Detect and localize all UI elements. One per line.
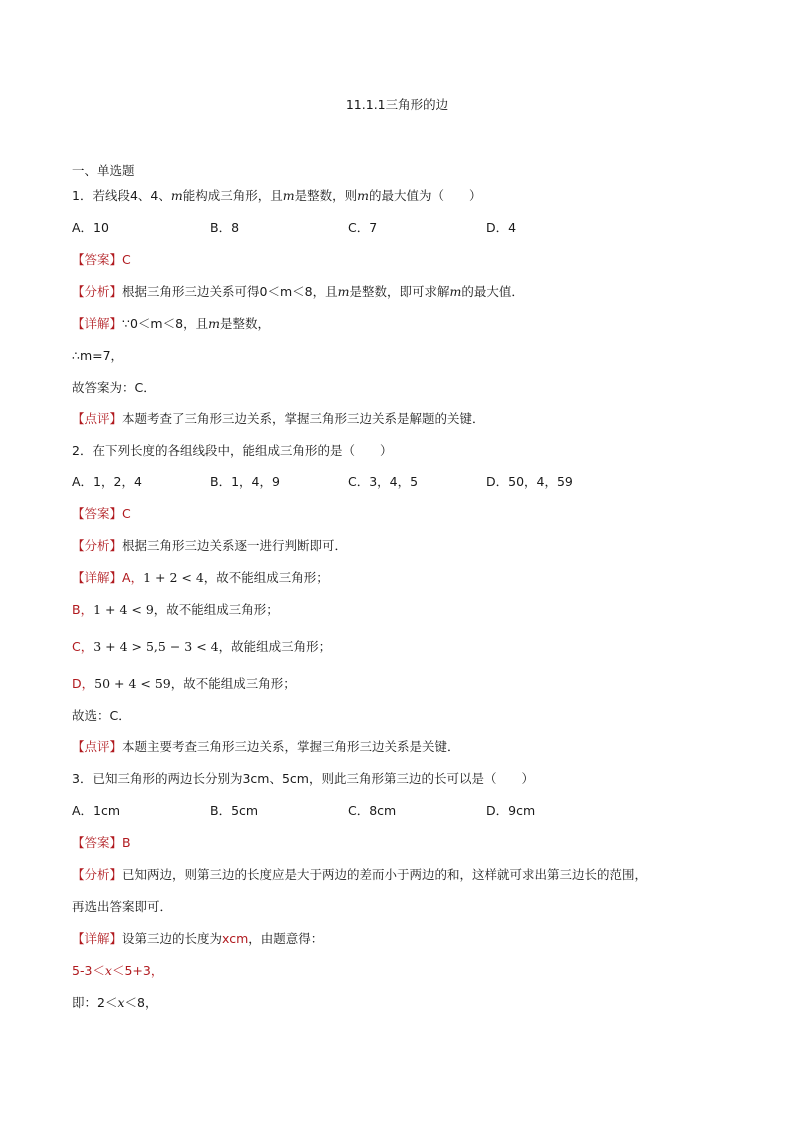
- q1-var-m: m: [170, 188, 183, 203]
- detail-text: ∵: [122, 316, 130, 331]
- page-title: 11.1.1三角形的边: [345, 97, 449, 112]
- analysis-text: ，且: [312, 284, 338, 299]
- option-label: B，: [72, 602, 94, 617]
- analysis-range: 0＜m＜8: [259, 284, 313, 299]
- q2-answer: [72, 506, 131, 522]
- q1-stem-end: 的最大值为（ ）: [368, 188, 482, 203]
- q2-analysis: [72, 538, 347, 554]
- inequality: 1 + 4 < 9: [93, 602, 154, 617]
- analysis-text: 根据三角形三边关系可得: [122, 284, 260, 299]
- q3-analysis-cont: 再选出答案即可．: [72, 899, 173, 914]
- detail-text: ，故不能组成三角形；: [170, 676, 296, 691]
- q3-var-x: x: [104, 963, 112, 978]
- comment-tag: 【点评】: [72, 411, 123, 426]
- answer-tag: 【答案】: [72, 506, 123, 521]
- analysis-text: 已知两边，则第三边的长度应是大于两边的差而小于两边的和，这样就可求出第三边长的范围，: [122, 867, 648, 882]
- q1-option-b: B．8: [210, 220, 240, 235]
- q1-var-m: m: [357, 188, 369, 203]
- analysis-tag: 【分析】: [72, 538, 123, 553]
- q3-detail: [72, 931, 323, 947]
- section-heading: 一、单选题: [72, 163, 135, 178]
- comment-text: 本题考查了三角形三边关系，掌握三角形三边关系是解题的关键．: [122, 411, 485, 426]
- q1-var-m: m: [208, 316, 220, 331]
- option-label: C，: [72, 639, 94, 654]
- comment-tag: 【点评】: [72, 739, 123, 754]
- q2-detail-c: [72, 639, 331, 655]
- q1-stem-mid: 能构成三角形，且: [182, 188, 283, 203]
- q2-option-b: B．1，4，9: [210, 474, 280, 489]
- detail-text: ，故不能组成三角形；: [203, 570, 329, 585]
- q2-conclusion: 故选：C．: [72, 708, 131, 723]
- detail-tag: 【详解】: [72, 570, 123, 585]
- q2-option-a: A．1，2，4: [72, 474, 142, 489]
- option-label: A，: [122, 570, 144, 585]
- answer-value: C: [122, 506, 131, 521]
- analysis-text: 根据三角形三边关系逐一进行判断即可．: [122, 538, 348, 553]
- detail-text: 设第三边的长度为: [122, 931, 223, 946]
- q1-answer: [72, 252, 131, 268]
- answer-tag: 【答案】: [72, 252, 123, 267]
- detail-text: ，故能组成三角形；: [218, 639, 332, 654]
- q3-stem: 3．已知三角形的两边长分别为3cm、5cm，则此三角形第三边的长可以是（ ）: [72, 771, 534, 786]
- q2-detail-b: [72, 602, 279, 618]
- q3-inequality-1: [72, 963, 163, 979]
- q1-conclusion: 故答案为：C．: [72, 380, 156, 395]
- q3-var-x: xcm: [222, 931, 249, 946]
- q3-option-b: B．5cm: [210, 803, 259, 818]
- comment-text: 本题主要考查三角形三边关系，掌握三角形三边关系是关键．: [122, 739, 460, 754]
- detail-tag: 【详解】: [72, 931, 123, 946]
- q3-inequality-2: [72, 995, 157, 1011]
- analysis-text: 是整数，即可求解: [349, 284, 450, 299]
- q1-stem-mid2: 是整数，则: [294, 188, 358, 203]
- q2-option-d: D．50，4，59: [486, 474, 573, 489]
- answer-value: C: [122, 252, 131, 267]
- detail-range: 0＜m＜8: [129, 316, 184, 331]
- q1-var-m: m: [449, 284, 462, 299]
- q1-stem-pre: 1．若线段4、4、: [72, 188, 171, 203]
- option-label: D，: [72, 676, 95, 691]
- q3-option-c: C．8cm: [348, 803, 397, 818]
- answer-tag: 【答案】: [72, 835, 123, 850]
- q3-option-d: D．9cm: [486, 803, 536, 818]
- q1-option-d: D．4: [486, 220, 517, 235]
- q3-var-x: x: [117, 995, 125, 1010]
- q1-var-m: m: [282, 188, 295, 203]
- q2-option-c: C．3，4，5: [348, 474, 419, 489]
- inequality: 3 + 4 > 5,5 − 3 < 4: [93, 639, 219, 654]
- q3-analysis: [72, 867, 647, 883]
- q1-stem: [72, 188, 481, 204]
- ineq-text: 5-3＜: [72, 963, 105, 978]
- q2-comment: [72, 739, 460, 755]
- q1-analysis: [72, 284, 524, 300]
- q1-detail-line: ∴m=7，: [72, 348, 124, 363]
- q1-var-m: m: [337, 284, 350, 299]
- detail-text: 是整数，: [219, 316, 270, 331]
- detail-tag: 【详解】: [72, 316, 123, 331]
- q1-option-c: C．7: [348, 220, 378, 235]
- detail-text: ，由题意得：: [248, 931, 324, 946]
- q3-option-a: A．1cm: [72, 803, 121, 818]
- ineq-text: 即：2＜: [72, 995, 118, 1010]
- ineq-text: ＜8，: [124, 995, 158, 1010]
- q1-option-a: A．10: [72, 220, 109, 235]
- q2-detail-a: [72, 570, 329, 586]
- q1-detail: [72, 316, 270, 332]
- inequality: 50 + 4 < 59: [94, 676, 171, 691]
- inequality: 1 + 2 < 4: [143, 570, 204, 585]
- analysis-text: 的最大值．: [461, 284, 524, 299]
- detail-text: ，故不能组成三角形；: [153, 602, 279, 617]
- analysis-tag: 【分析】: [72, 284, 123, 299]
- ineq-text: ＜5+3，: [111, 963, 164, 978]
- q1-comment: [72, 411, 485, 427]
- q2-detail-d: [72, 676, 296, 692]
- q3-answer: [72, 835, 131, 851]
- analysis-tag: 【分析】: [72, 867, 123, 882]
- detail-text: ，且: [183, 316, 209, 331]
- answer-value: B: [122, 835, 131, 850]
- q2-stem: 2．在下列长度的各组线段中，能组成三角形的是（ ）: [72, 443, 393, 458]
